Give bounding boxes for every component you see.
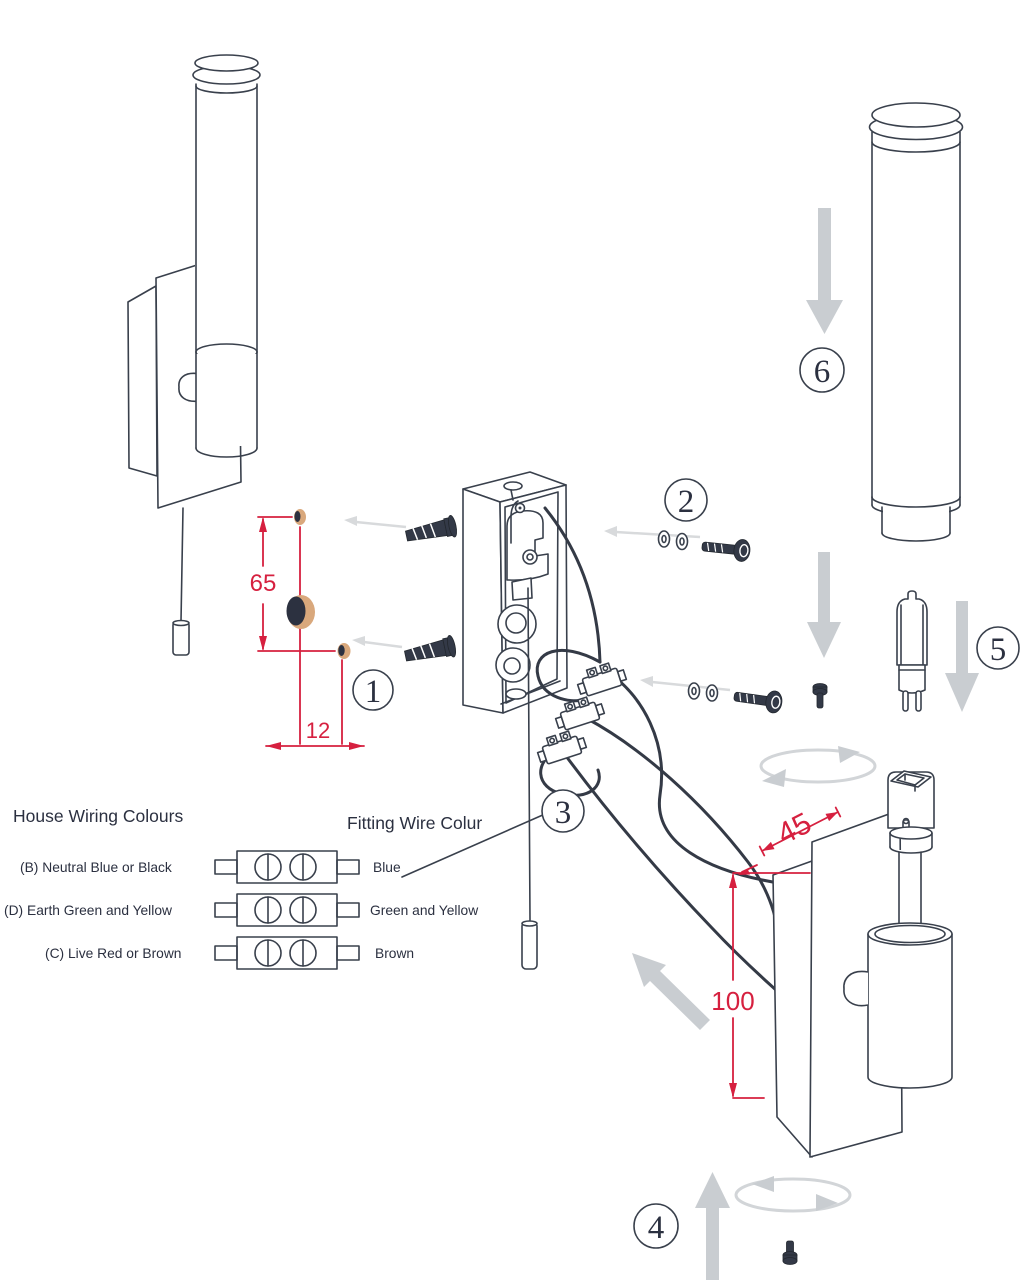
dimension-bracket-depth: 45 [772,806,817,852]
table-row [20,851,401,883]
washer [659,531,670,547]
mounting-screw [701,535,751,562]
wiring-colour-table [4,806,482,969]
dimension-vertical-hole-spacing: 65 [249,570,277,597]
svg-text:Green and Yellow: Green and Yellow [370,903,479,918]
screw-set-2 [640,676,783,714]
insert-arrow-tube [806,208,843,334]
mounting-box [463,472,567,969]
terminal-connector-icon [215,851,359,883]
house-wiring-heading: House Wiring Colours [13,806,184,826]
box-top-hole [504,482,522,490]
step-badge-2 [665,479,707,521]
step-badge-3 [542,790,584,832]
svg-text:4: 4 [647,1210,665,1246]
box-pull-cord-weight [522,921,537,969]
terminal-connector-icon [215,894,359,926]
svg-text:3: 3 [554,795,572,831]
mounting-screw [733,685,784,713]
drill-hole-bottom [338,643,351,659]
wall-plug-arrow-top [344,516,406,527]
halogen-bulb-g9 [897,591,927,711]
washer [677,534,688,550]
drilling-template [245,509,364,750]
terminal-block-1 [574,659,627,698]
pull-cord-weight [173,621,189,656]
svg-text:(D) Earth Green and Yellow: (D) Earth Green and Yellow [4,903,172,918]
dimension-bracket-height: 100 [711,986,755,1016]
table-row [45,937,414,969]
fitting-wire-heading: Fitting Wire Colur [347,813,483,833]
wall-plug-top [404,515,458,547]
bracket-backplate [773,861,812,1157]
washer [689,683,700,699]
grub-screw-top [813,684,827,709]
cup-knob [844,971,868,1005]
screw-set-1 [604,526,751,562]
wall-plug-arrow-bottom [352,636,402,647]
mount-direction-arrow [632,953,710,1030]
svg-text:5: 5 [989,632,1007,668]
step-badge-5 [977,627,1019,669]
svg-text:Brown: Brown [375,946,415,961]
assembled-lamp-view [128,55,260,655]
svg-text:2: 2 [677,484,695,520]
step-badge-1 [353,670,393,710]
drill-hole-top [294,509,306,525]
wall-plug-bottom [403,635,457,667]
step-badge-6 [800,348,844,392]
lamp-tube [193,55,260,457]
table-row [4,894,478,926]
rotate-arrow-upper [761,746,875,787]
insert-arrow-bulb [945,601,979,712]
drill-hole-center [287,595,316,629]
wall-strip [128,286,157,476]
svg-text:(B) Neutral Blue or Black: (B) Neutral Blue or Black [20,860,172,875]
svg-text:1: 1 [364,674,382,710]
insert-arrow-screw [807,552,841,658]
terminal-connector-icon [215,937,359,969]
svg-text:6: 6 [813,354,831,390]
box-bottom-hole [506,689,526,699]
rotate-arrow-lower [736,1176,850,1211]
fix-arrow-up [695,1172,730,1280]
pull-cord [181,508,183,621]
grub-screw-bottom [783,1241,797,1265]
svg-text:(C) Live Red or Brown: (C) Live Red or Brown [45,946,182,961]
dimension-horizontal-hole-offset: 12 [305,718,331,743]
exploded-glass-tube [870,103,963,541]
svg-text:Blue: Blue [373,860,401,875]
step-badge-4 [634,1204,678,1248]
terminal-block-3 [534,727,587,766]
washer [707,685,718,701]
